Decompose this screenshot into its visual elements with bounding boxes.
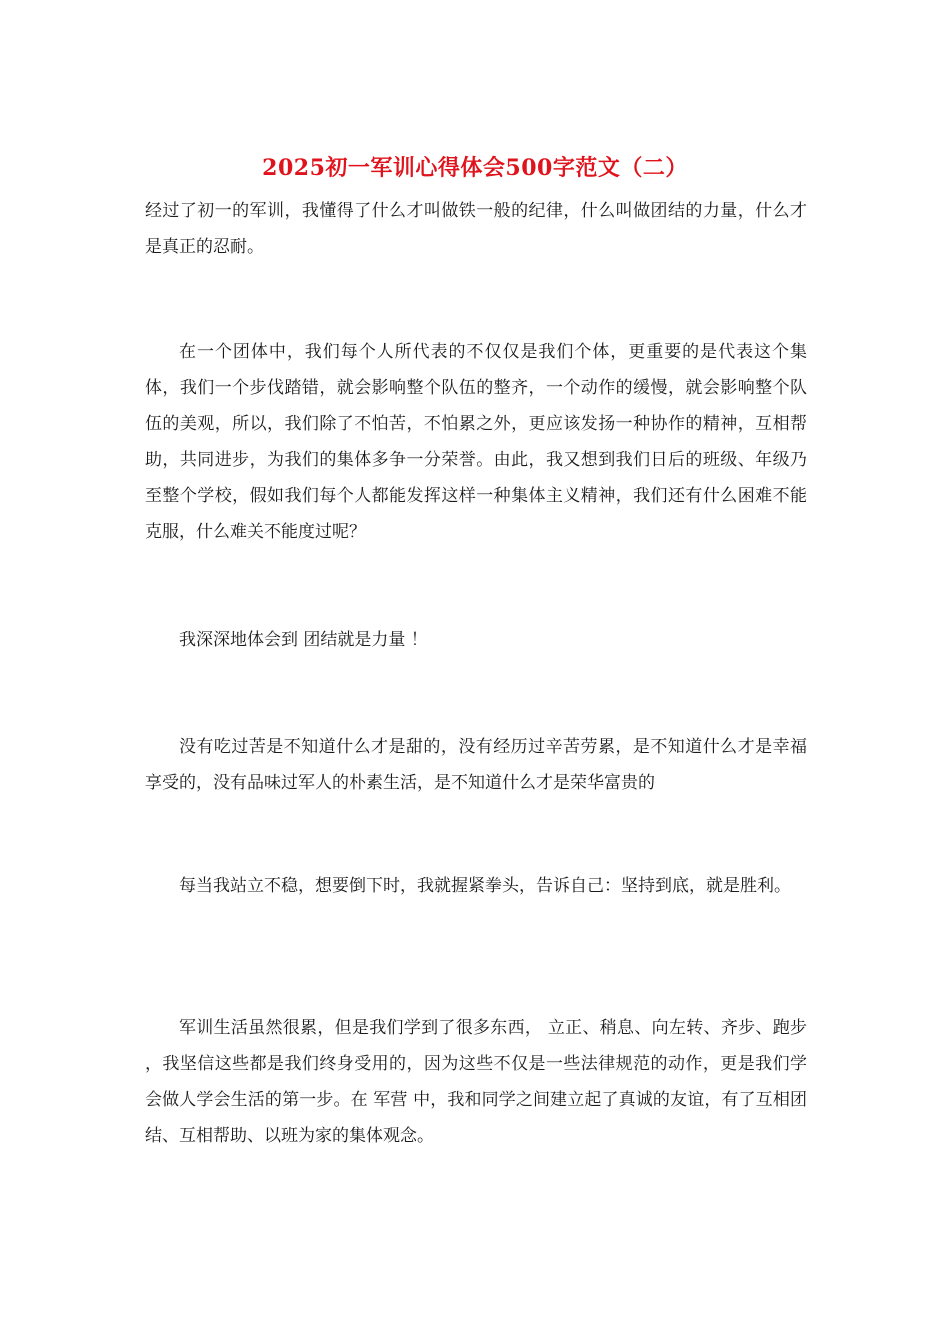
paragraph-unity: 我深深地体会到 团结就是力量 ！ (179, 630, 428, 650)
paragraph-hardship: 没有吃过苦是不知道什么才是甜的，没有经历过辛苦劳累，是不知道什么才是幸福享受的，没有品味过军人的朴素生活，是不知道什么才是荣华富贵的 (145, 737, 807, 793)
paragraph-persistence: 每当我站立不稳，想要倒下时，我就握紧拳头，告诉自己：坚持到底，就是胜利。 (179, 876, 791, 896)
paragraph-intro: 经过了初一的军训，我懂得了什么才叫做铁一般的纪律，什么叫做团结的力量，什么才是真正的忍耐。 (145, 201, 807, 257)
paragraph-lessons: 军训生活虽然很累，但是我们学到了很多东西， 立正、稍息、向左转、齐步、跑步 ，我坚信这些都是我们终身受用的，因为这些不仅是一些法律规范的动作，更是我们学会做人学会生活的第一步。在 军营 中，我和同学之间建立起了真诚的友谊，有了互相团结、互相帮助、以班为家的集体观念。 (145, 1018, 807, 1146)
document-title: 2025初一军训心得体会500字范文（二） (262, 155, 688, 181)
paragraph-teamwork: 在一个团体中，我们每个人所代表的不仅仅是我们个体，更重要的是代表这个集体，我们一个步伐踏错，就会影响整个队伍的整齐，一个动作的缓慢，就会影响整个队伍的美观，所以，我们除了不怕苦，不怕累之外，更应该发扬一种协作的精神，互相帮助，共同进步，为我们的集体多争一分荣誉。由此，我又想到我们日后的班级、年级乃至整个学校，假如我们每个人都能发挥这样一种集体主义精神，我们还有什么困难不能克服，什么难关不能度过呢？ (145, 342, 807, 542)
